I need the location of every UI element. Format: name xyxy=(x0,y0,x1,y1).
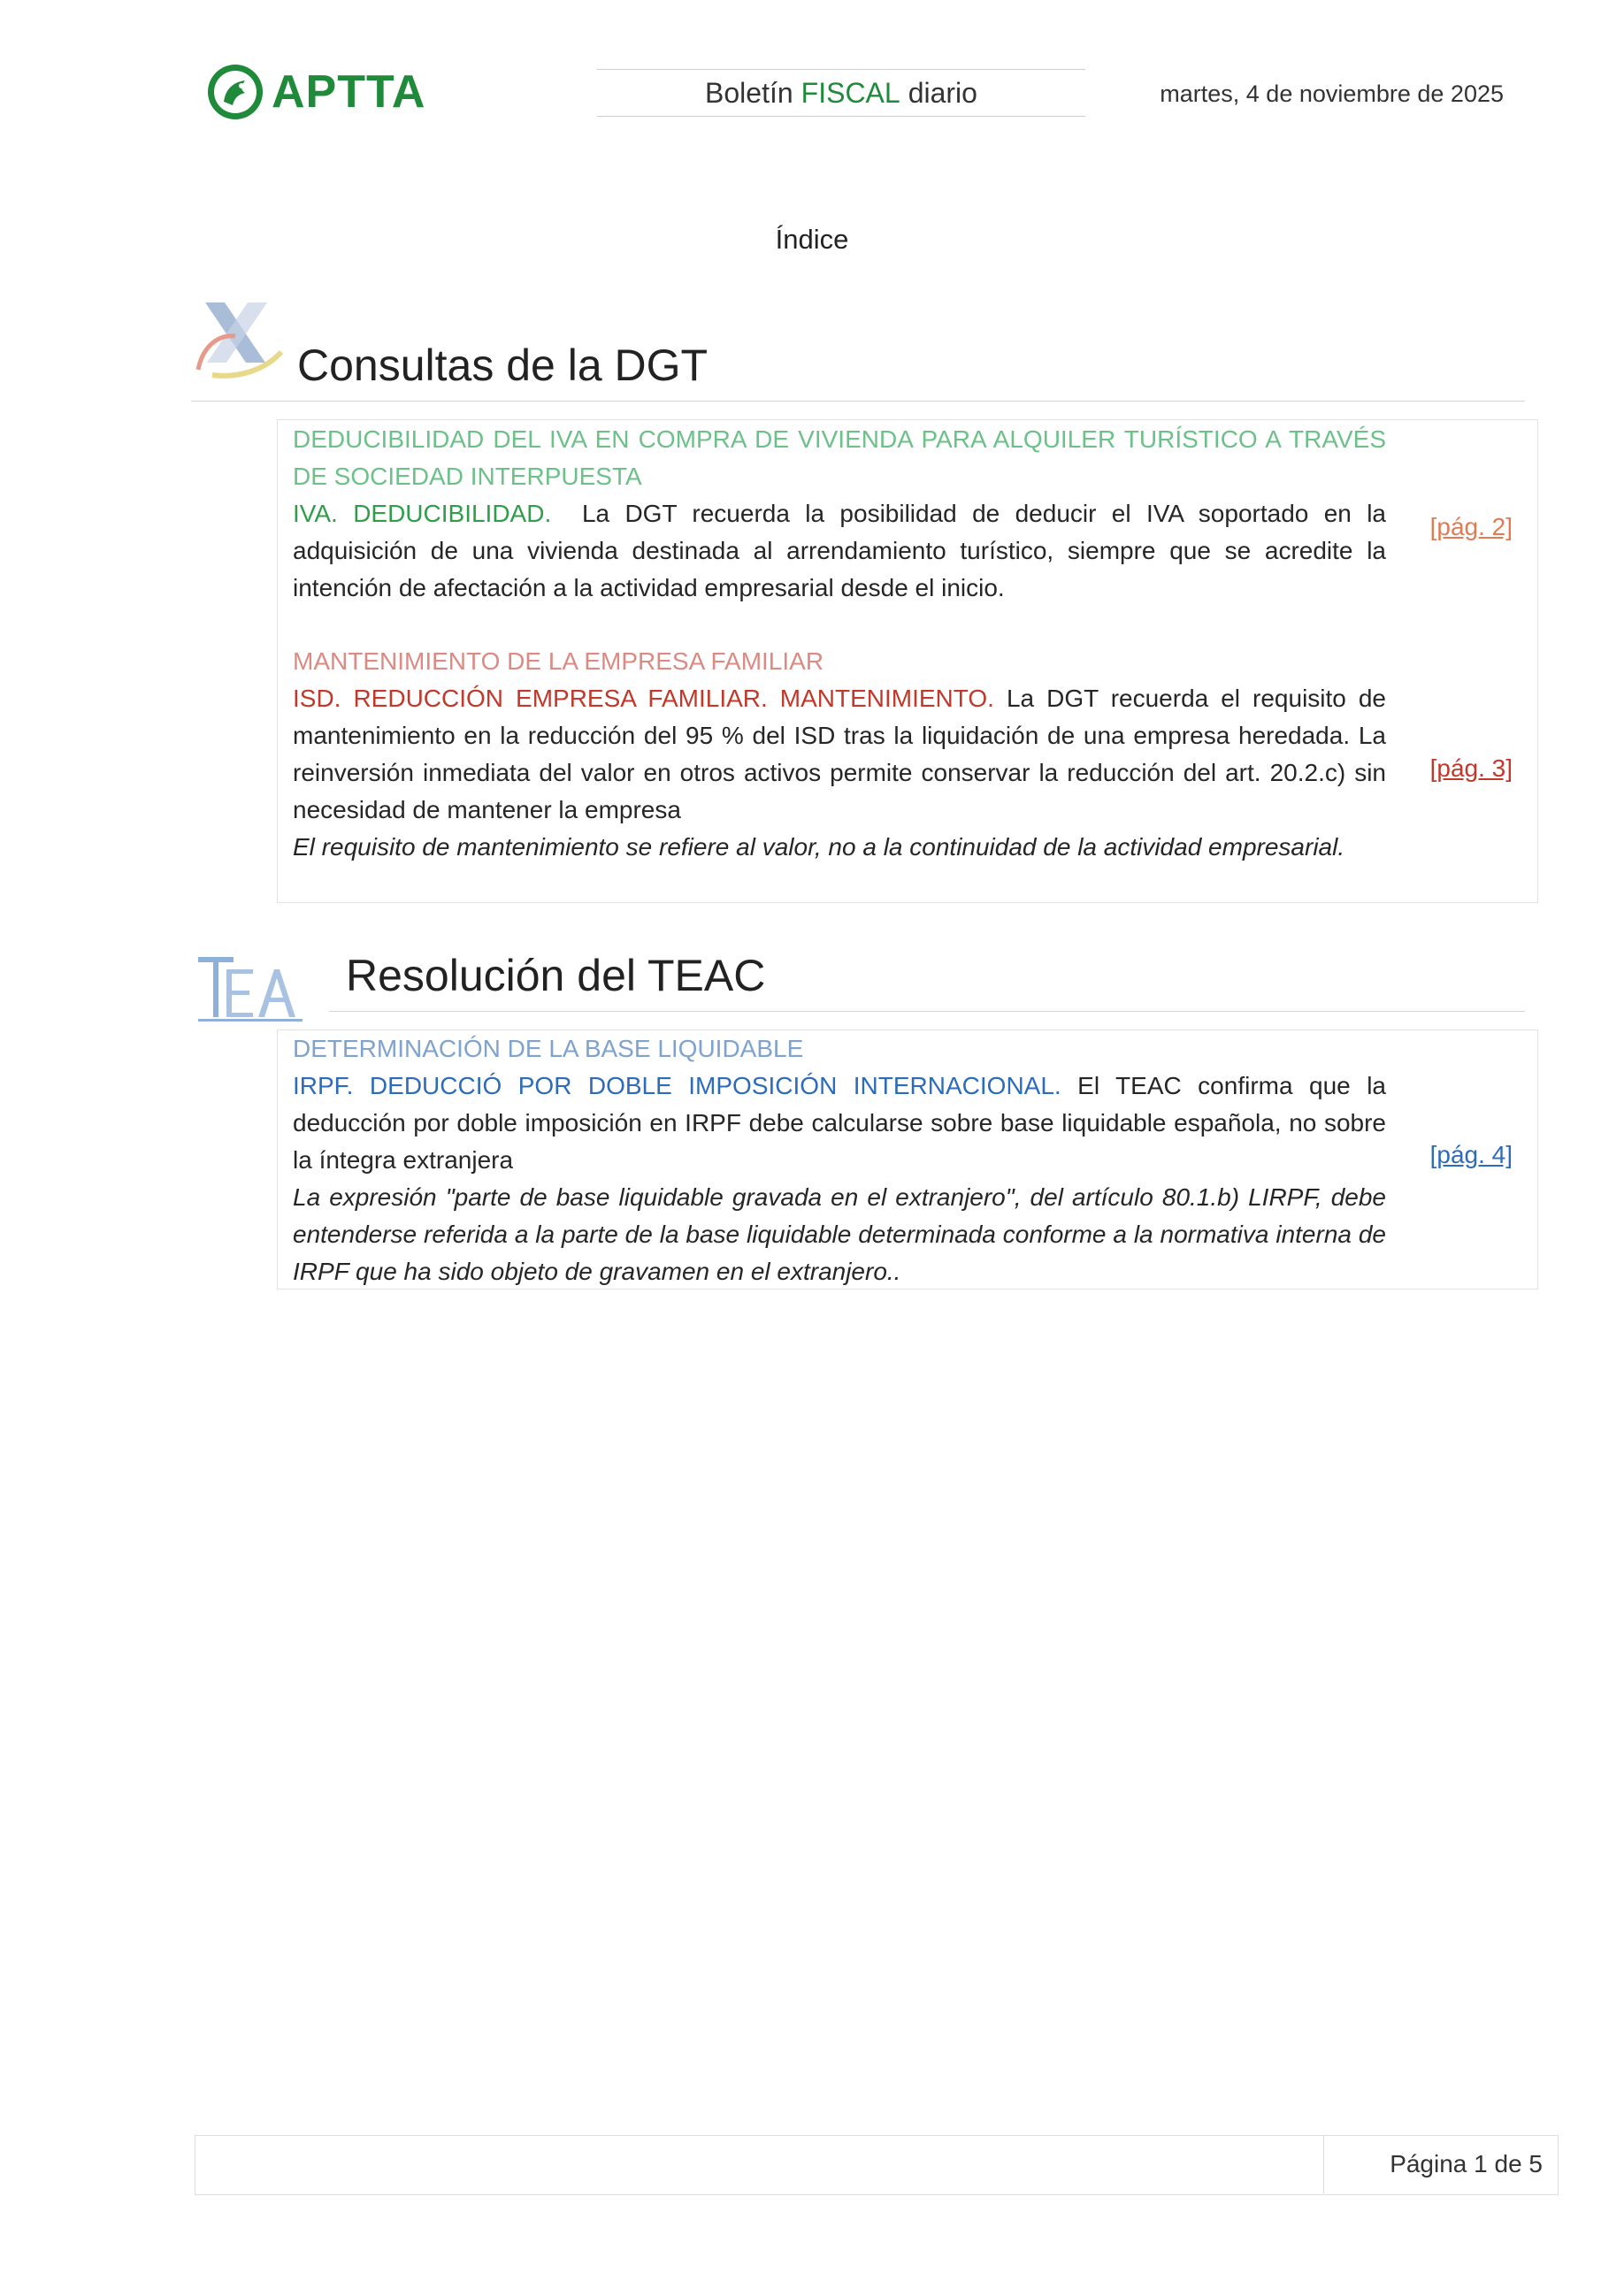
bulletin-highlight: FISCAL xyxy=(801,76,900,109)
section-title-teac: Resolución del TEAC xyxy=(346,951,766,1000)
entry-note: La expresión "parte de base liquidable gravada en el extranjero", del artículo 80.1.b) LIRPF, debe entenderse referida a la parte de la base liquidable determinada conforme a la normativa interna de IRPF que ha sido objeto de gravamen en el extranjero.. xyxy=(293,1183,1386,1285)
entry-heading: DETERMINACIÓN DE LA BASE LIQUIDABLE xyxy=(293,1035,804,1062)
section-title-dgt: Consultas de la DGT xyxy=(297,341,709,390)
entry-note: El requisito de mantenimiento se refiere al valor, no a la continuidad de la actividad empresarial. xyxy=(293,833,1345,861)
tea-logo-icon xyxy=(196,952,306,1022)
entry-heading: DEDUCIBILIDAD DEL IVA EN COMPRA DE VIVIENDA PARA ALQUILER TURÍSTICO A TRAVÉS DE SOCIEDAD INTERPUESTA xyxy=(293,425,1386,490)
page-ref-link[interactable]: [pág. 4] xyxy=(1429,1141,1513,1168)
entry-body: La DGT recuerda la posibilidad de deducir el IVA soportado en la adquisición de una vivienda destinada al arrendamiento turístico, siempre que se acredite la intención de afectación a la actividad empresarial desde el inicio. xyxy=(293,500,1386,601)
bulletin-title xyxy=(597,69,1085,117)
page-ref-link[interactable]: [pág. 3] xyxy=(1429,754,1513,782)
aptta-logo-icon xyxy=(206,63,264,121)
page-ref-link[interactable]: [pág. 2] xyxy=(1429,513,1513,540)
aptta-logo-text: APTTA xyxy=(272,66,426,118)
page-number: Página 1 de 5 xyxy=(1390,2150,1543,2177)
entry-tag: ISD. REDUCCIÓN EMPRESA FAMILIAR. MANTENIMIENTO. xyxy=(293,685,994,712)
section-divider-dgt xyxy=(191,401,1525,402)
dgt-entry-2 xyxy=(293,643,1386,866)
entry-body: La DGT recuerda el requisito de mantenimiento en la reducción del 95 % del ISD tras la liquidación de una empresa heredada. La reinversión inmediata del valor en otros activos permite conservar la reducción del art. 20.2.c) sin necesidad de mantener la empresa xyxy=(293,685,1387,823)
teac-entry-1 xyxy=(293,1030,1386,1290)
bulletin-date: martes, 4 de noviembre de 2025 xyxy=(1160,80,1504,107)
entry-tag: IRPF. DEDUCCIÓ POR DOBLE IMPOSICIÓN INTERNACIONAL. xyxy=(293,1072,1061,1099)
index-title: Índice xyxy=(775,224,849,255)
section-divider-teac xyxy=(329,1011,1525,1012)
entry-body: El TEAC confirma que la deducción por doble imposición en IRPF debe calcularse sobre base liquidable española, no sobre la íntegra extranjera xyxy=(293,1072,1386,1174)
entry-heading: MANTENIMIENTO DE LA EMPRESA FAMILIAR xyxy=(293,647,824,675)
footer-divider xyxy=(1323,2135,1324,2193)
entry-tag: IVA. DEDUCIBILIDAD. xyxy=(293,500,552,527)
aptta-logo xyxy=(206,60,454,124)
dgt-entry-1 xyxy=(293,421,1386,607)
bulletin-suffix: diario xyxy=(908,76,977,109)
aeat-logo-icon xyxy=(195,299,285,380)
bulletin-prefix: Boletín xyxy=(705,76,793,109)
